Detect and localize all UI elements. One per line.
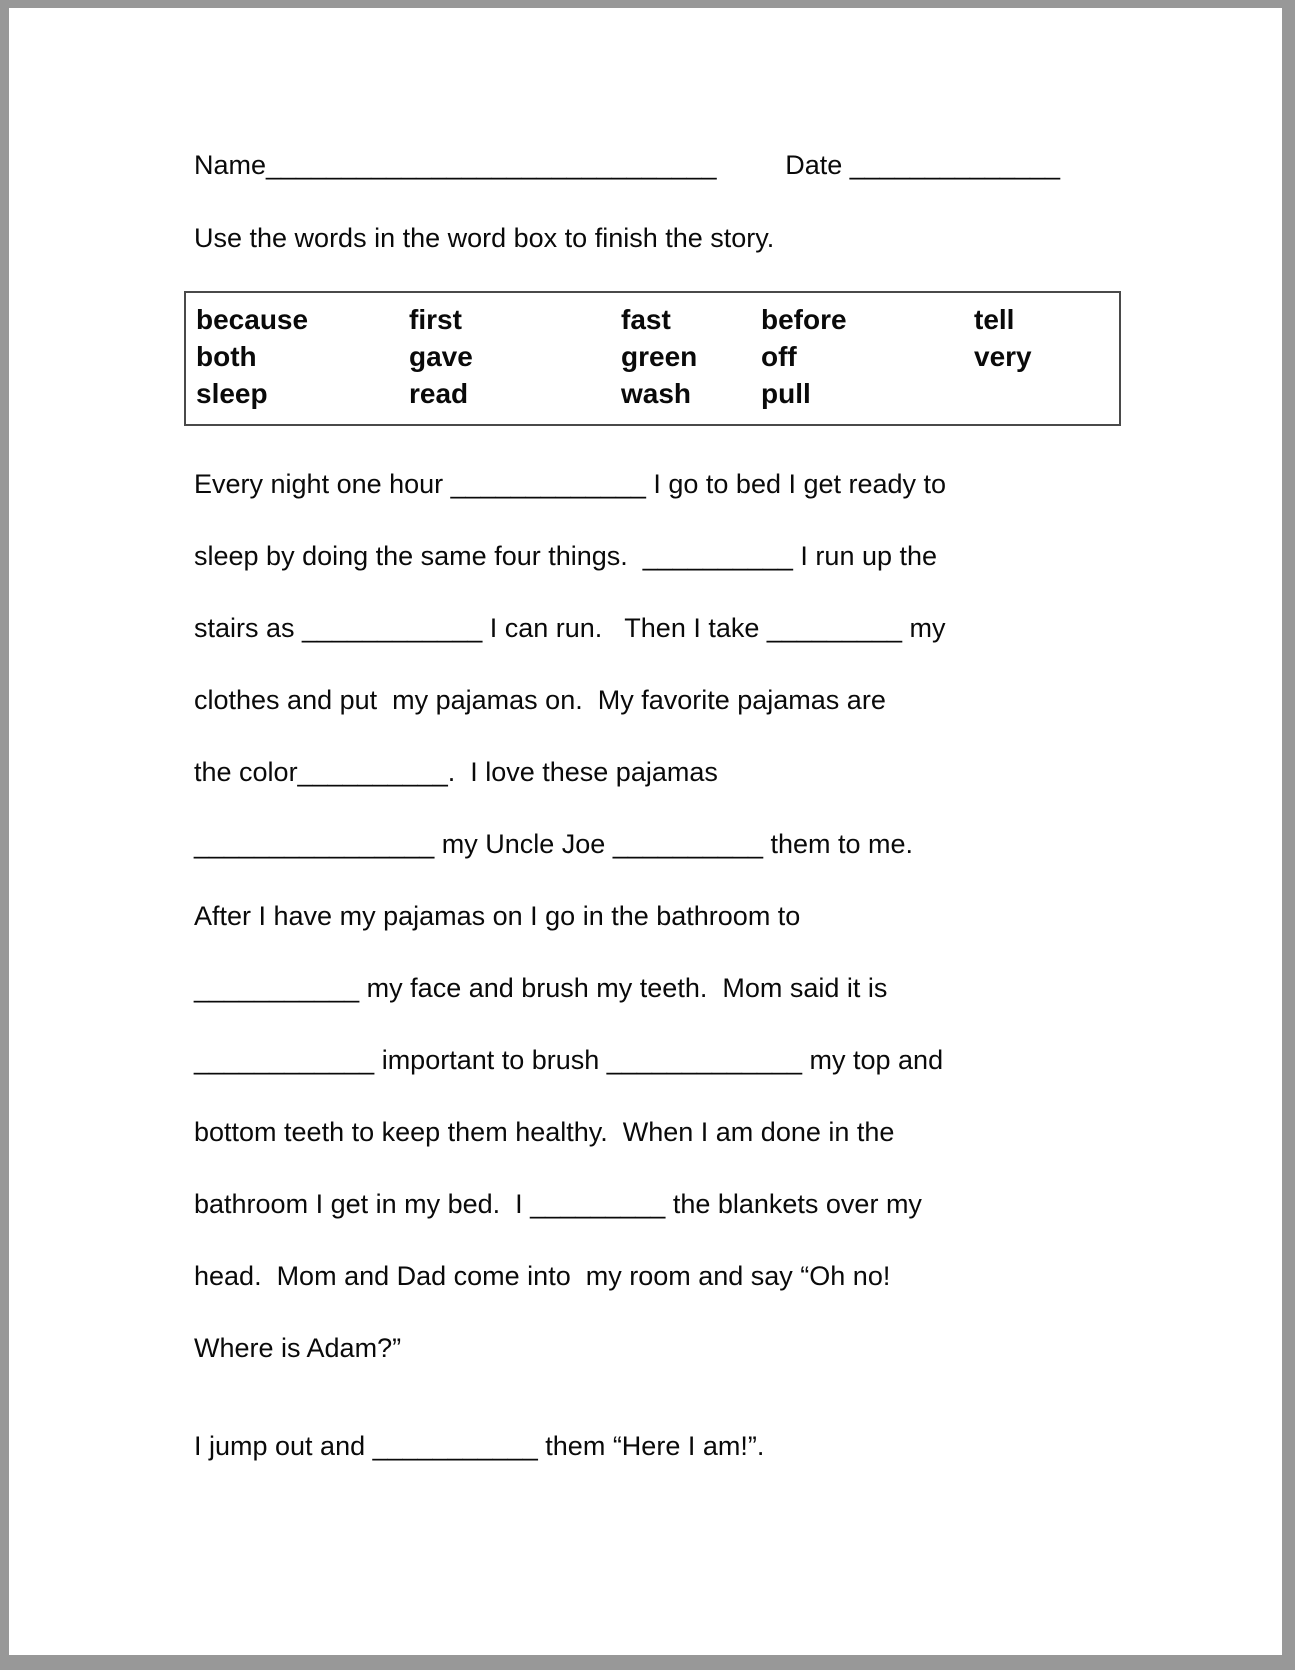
story-line: the color__________. I love these pajamas (194, 757, 718, 787)
instruction-text: Use the words in the word box to finish the story. (194, 223, 775, 253)
story (194, 468, 1282, 1462)
story-line: ________________ my Uncle Joe __________ them to me. (194, 829, 914, 859)
story-line: bathroom I get in my bed. I _________ the blankets over my (194, 1189, 922, 1219)
word-box (184, 291, 1121, 426)
story-line: After I have my pajamas on I go in the bathroom to (194, 901, 801, 931)
word-item: before (761, 304, 847, 335)
story-line: Every night one hour _____________ I go to bed I get ready to (194, 469, 947, 499)
story-line: bottom teeth to keep them healthy. When I am done in the (194, 1117, 895, 1147)
word-item: off (761, 341, 797, 372)
name-line: Name______________________________ (194, 150, 717, 180)
worksheet-content (9, 8, 1282, 1462)
word-item: gave (409, 341, 473, 372)
date-line: Date ______________ (785, 150, 1060, 180)
word-item: pull (761, 378, 811, 409)
word-item: read (409, 378, 469, 409)
word-box-column-3 (621, 301, 761, 412)
word-item: very (974, 341, 1032, 372)
word-item: fast (621, 304, 671, 335)
word-item: sleep (196, 378, 268, 409)
word-box-column-5 (974, 301, 1119, 412)
word-box-column-1 (196, 301, 409, 412)
story-line: Where is Adam?” (194, 1333, 402, 1363)
header-row (194, 150, 1060, 180)
story-line: ___________ my face and brush my teeth. Mom said it is (194, 973, 888, 1003)
story-line: head. Mom and Dad come into my room and say “Oh no! (194, 1261, 891, 1291)
word-item: because (196, 304, 309, 335)
word-item: tell (974, 304, 1015, 335)
story-line: ____________ important to brush _____________ my top and (194, 1045, 944, 1075)
story-line: sleep by doing the same four things. __________ I run up the (194, 541, 938, 571)
word-box-column-2 (409, 301, 621, 412)
story-line: clothes and put my pajamas on. My favorite pajamas are (194, 685, 886, 715)
story-line: stairs as ____________ I can run. Then I take _________ my (194, 613, 946, 643)
word-item: green (621, 341, 698, 372)
word-box-column-4 (761, 301, 974, 412)
story-line: I jump out and ___________ them “Here I am!”. (194, 1431, 765, 1461)
word-item: wash (621, 378, 692, 409)
word-item: both (196, 341, 257, 372)
word-item: first (409, 304, 462, 335)
